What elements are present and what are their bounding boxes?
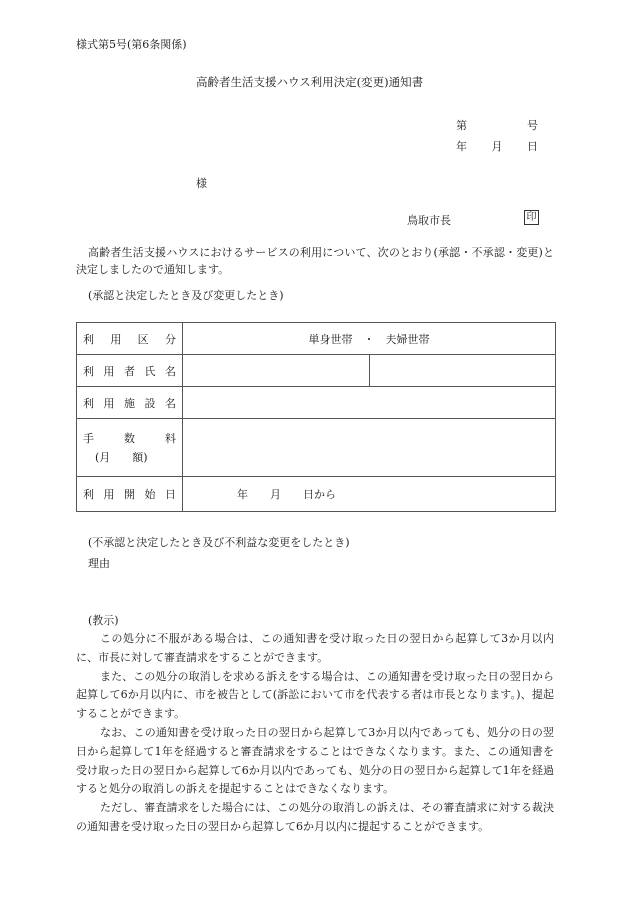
value-start-date: 年 月 日から bbox=[183, 477, 556, 512]
date-day: 日 bbox=[527, 140, 538, 153]
document-title: 高齢者生活支援ハウス利用決定(変更)通知書 bbox=[196, 75, 424, 89]
notice-paragraph: また、この処分の取消しを求める訴えをする場合は、この通知書を受け取った日の翌日から起算して6か月以内に、市を被告として(訴訟において市を代表する者は市長となります。)、提起することができます。 bbox=[76, 669, 554, 721]
row-user-name bbox=[77, 355, 556, 387]
seal-mark: 印 bbox=[524, 210, 539, 225]
row-fee bbox=[77, 419, 556, 477]
row-facility-name bbox=[77, 387, 556, 419]
document-number-line bbox=[456, 117, 538, 133]
notice-body bbox=[76, 630, 554, 837]
form-number: 様式第5号(第6条関係) bbox=[76, 38, 187, 51]
value-user-name-extra[interactable] bbox=[370, 355, 556, 387]
date-year: 年 bbox=[456, 140, 467, 153]
notice-paragraph: なお、この通知書を受け取った日の翌日から起算して3か月以内であっても、処分の日の翌日から起算して1年を経過すると審査請求をすることはできなくなります。また、この通知書を受け取った日の翌日から起算して6か月以内であっても、処分の日の翌日から起算して1年を経過すると処分の取消しの訴えを提起することはできなくなります。 bbox=[76, 725, 554, 796]
value-fee[interactable] bbox=[183, 419, 556, 477]
label-usage-category: 利 用 区 分 bbox=[77, 323, 183, 355]
value-facility-name[interactable] bbox=[183, 387, 556, 419]
notice-paragraph: この処分に不服がある場合は、この通知書を受け取った日の翌日から起算して3か月以内に、市長に対して審査請求をすることができます。 bbox=[76, 632, 554, 664]
label-fee: 手 数 料 (月 額) bbox=[77, 419, 183, 477]
number-dai: 第 bbox=[456, 119, 467, 132]
intro-paragraph: 高齢者生活支援ハウスにおけるサービスの利用について、次のとおり(承認・不承認・変更)と決定しましたので通知します。 bbox=[76, 246, 554, 276]
document-date-line bbox=[456, 138, 538, 154]
label-start-date: 利 用 開 始 日 bbox=[77, 477, 183, 512]
recipient-suffix: 様 bbox=[196, 177, 207, 190]
decision-table bbox=[76, 322, 556, 512]
notice-heading: (教示) bbox=[88, 614, 119, 627]
value-user-name[interactable] bbox=[183, 355, 370, 387]
condition-rejected: (不承認と決定したとき及び不利益な変更をしたとき) bbox=[88, 536, 350, 549]
date-month: 月 bbox=[491, 140, 503, 153]
row-start-date bbox=[77, 477, 556, 512]
number-go: 号 bbox=[527, 119, 538, 132]
reason-label: 理由 bbox=[88, 557, 110, 570]
notice-paragraph: ただし、審査請求をした場合には、この処分の取消しの訴えは、その審査請求に対する裁決の通知書を受け取った日の翌日から起算して6か月以内に提起することができます。 bbox=[76, 801, 554, 833]
row-usage-category bbox=[77, 323, 556, 355]
label-fee-monthly: (月 額) bbox=[95, 451, 148, 464]
label-user-name: 利 用 者 氏 名 bbox=[77, 355, 183, 387]
value-usage-category: 単身世帯 ・ 夫婦世帯 bbox=[183, 323, 556, 355]
label-facility-name: 利 用 施 設 名 bbox=[77, 387, 183, 419]
condition-approved: (承認と決定したとき及び変更したとき) bbox=[88, 289, 284, 302]
issuer-name: 鳥取市長 bbox=[407, 214, 451, 227]
